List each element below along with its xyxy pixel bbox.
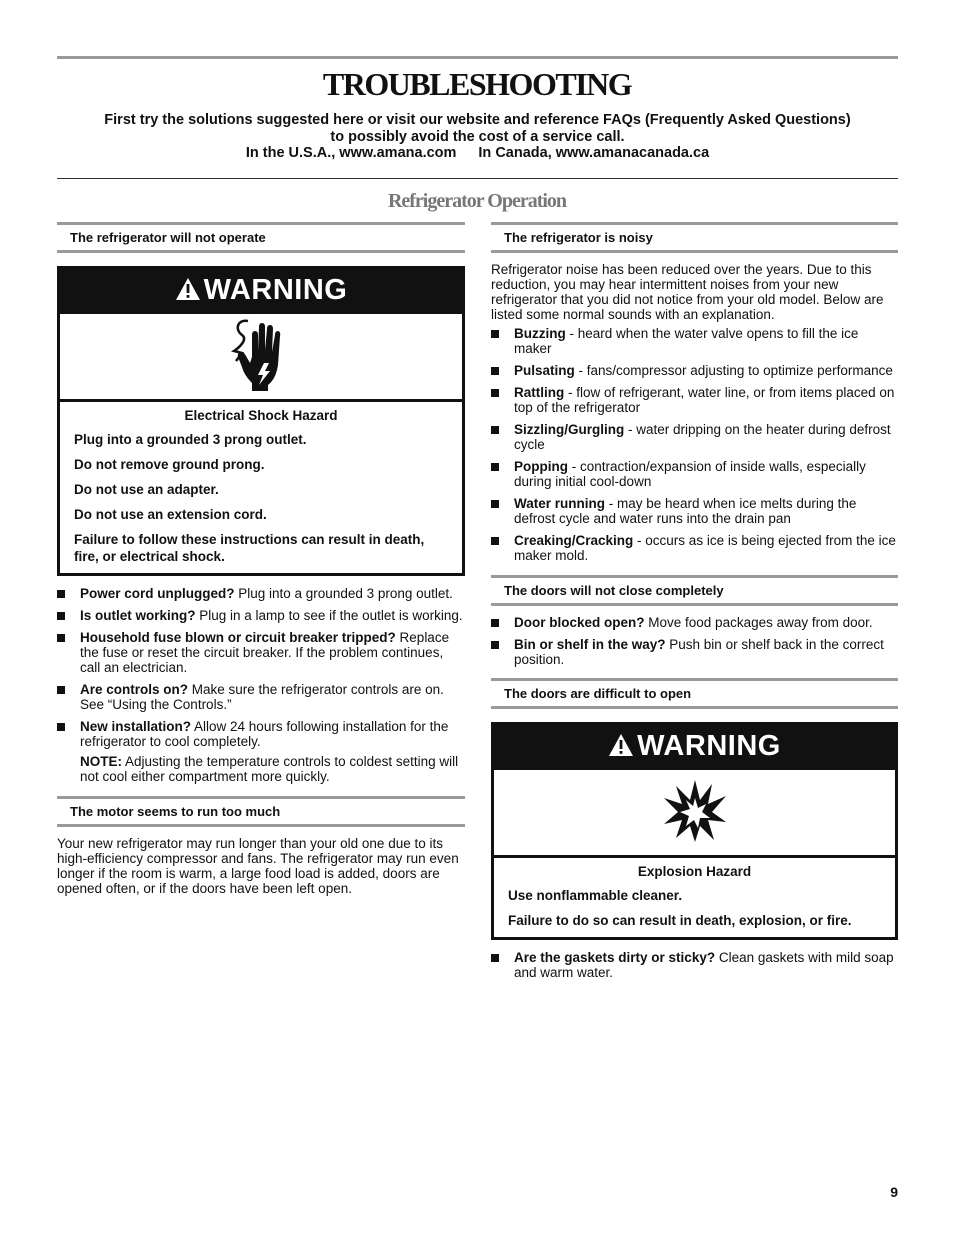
warning-line: Do not remove ground prong. [74,457,265,472]
list-item: New installation? Allow 24 hours following installation for the refrigerator to cool completely. [57,719,465,749]
list-item: Popping - contraction/expansion of inside walls, especially during initial cool-down [491,459,898,489]
bullet-square-icon [491,463,499,471]
bullet-square-icon [491,641,499,649]
warning-icon-area [60,311,462,402]
list-item: Are controls on? Make sure the refrigerator controls are on. See “Using the Controls.” [57,682,465,712]
list-item: Are the gaskets dirty or sticky? Clean gaskets with mild soap and warm water. [491,950,898,980]
canada-website-link[interactable]: In Canada, www.amanacanada.ca [478,145,710,161]
bullet-square-icon [57,612,65,620]
list-item: Water running - may be heard when ice melts during the defrost cycle and water runs into the drain pan [491,496,898,526]
list-item: Buzzing - heard when the water valve opens to fill the ice maker [491,326,898,356]
explosion-icon [662,778,728,847]
intro-line-1: First try the solutions suggested here or visit our website and reference FAQs (Frequently Asked Questions) [104,112,851,128]
electrical-shock-hand-icon [230,317,292,396]
hazard-title: Electrical Shock Hazard [184,408,338,423]
warning-line: Do not use an adapter. [74,482,219,497]
warning-triangle-icon [608,727,634,769]
doors-difficult-list [491,950,898,980]
runs-too-much-text: Your new refrigerator may run longer than your old one due to its high-efficiency compressor and fans. The refrigerator may run even longer if the room is warm, a large food load is added, doors are opened often, or if the doors have been left open. [57,836,459,896]
list-item: Bin or shelf in the way? Push bin or shelf back in the correct position. [491,637,898,667]
list-item: Is outlet working? Plug in a lamp to see if the outlet is working. [57,608,465,623]
warning-line: Do not use an extension cord. [74,507,267,522]
subhead-noisy: The refrigerator is noisy [491,222,898,253]
warning-line: Failure to do so can result in death, explosion, or fire. [508,913,852,928]
bullet-square-icon [491,537,499,545]
subhead-doors-difficult: The doors are difficult to open [491,678,898,709]
warning-triangle-icon [175,271,201,313]
us-website-link[interactable]: In the U.S.A., www.amana.com [245,145,457,161]
warning-header [494,725,895,767]
bullet-square-icon [491,367,499,375]
bullet-square-icon [491,619,499,627]
warning-line: Plug into a grounded 3 prong outlet. [74,432,307,447]
hazard-title: Explosion Hazard [637,864,752,879]
note-text: NOTE: Adjusting the temperature controls to coldest setting will not cool either compartment more quickly. [80,754,459,784]
warning-line: Use nonflammable cleaner. [508,888,683,903]
subhead-doors-not-close: The doors will not close completely [491,575,898,606]
list-item: Household fuse blown or circuit breaker tripped? Replace the fuse or reset the circuit breaker. If the problem continues, call an electrician. [57,630,465,675]
subhead-will-not-operate: The refrigerator will not operate [57,222,465,253]
list-item: Rattling - flow of refrigerant, water line, or from items placed on top of the refrigerator [491,385,898,415]
section-title: Refrigerator Operation [387,190,567,212]
warning-line: Failure to follow these instructions can result in death, fire, or electrical shock. [74,532,425,564]
list-item: Power cord unplugged? Plug into a grounded 3 prong outlet. [57,586,465,601]
warning-header [60,269,462,311]
list-item: Sizzling/Gurgling - water dripping on the heater during defrost cycle [491,422,898,452]
top-rule [57,56,898,59]
bullet-square-icon [491,426,499,434]
warning-label: WARNING [203,274,348,306]
will-not-operate-list [57,586,465,749]
list-item: Creaking/Cracking - occurs as ice is being ejected from the ice maker mold. [491,533,898,563]
noisy-list [491,326,898,563]
warning-body [494,858,895,937]
bullet-square-icon [57,686,65,694]
left-column [57,222,465,896]
section-rule [57,178,898,179]
list-item: Door blocked open? Move food packages away from door. [491,615,898,630]
warning-label: WARNING [637,730,781,762]
bullet-square-icon [57,634,65,642]
subhead-runs-too-much: The motor seems to run too much [57,796,465,827]
bullet-square-icon [491,330,499,338]
bullet-square-icon [491,500,499,508]
doors-not-close-list [491,615,898,667]
explosion-warning-box [491,722,898,940]
list-item: Pulsating - fans/compressor adjusting to optimize performance [491,363,898,378]
bullet-square-icon [57,590,65,598]
page-number: 9 [890,1184,898,1200]
warning-body [60,402,462,573]
page-title: TROUBLESHOOTING [322,66,632,102]
bullet-square-icon [491,389,499,397]
intro-line-2: to possibly avoid the cost of a service call. [330,128,625,145]
intro-text [57,112,898,162]
bullet-square-icon [57,723,65,731]
warning-icon-area [494,767,895,858]
bullet-square-icon [491,954,499,962]
noisy-intro: Refrigerator noise has been reduced over the years. Due to this reduction, you may hear intermittent noises from your new refrigerator that you did not notice from your old model. Below are listed some normal sounds with an explanation. [491,262,884,322]
right-column [491,222,898,987]
electrical-warning-box [57,266,465,576]
intro-links [57,145,898,162]
